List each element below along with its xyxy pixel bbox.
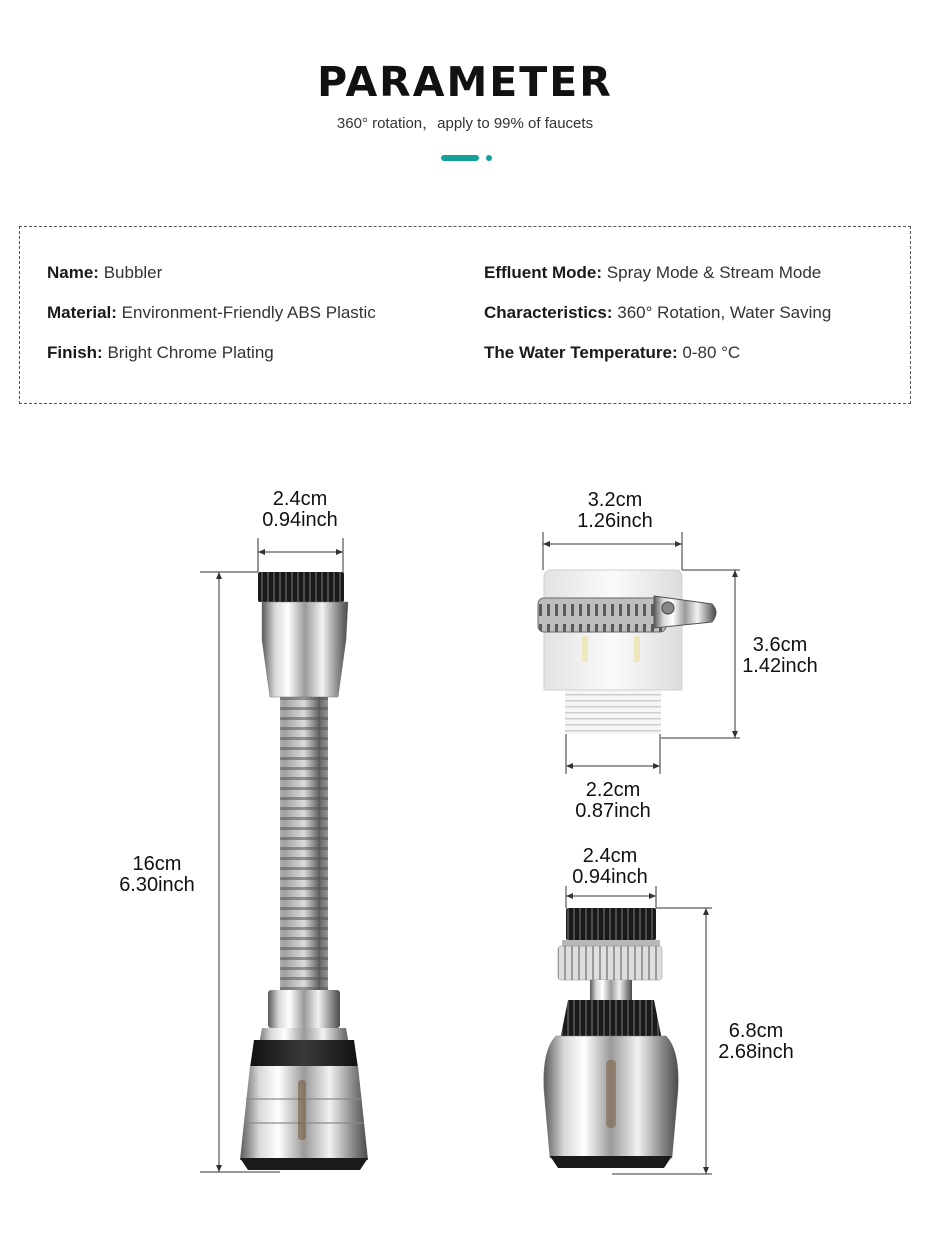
long-aerator-drawing [240,572,368,1170]
dimension-inch: 0.94inch [262,509,338,531]
dimension-inch: 2.68inch [718,1041,794,1063]
dimension-inch: 6.30inch [119,874,195,896]
short-aerator-height-label [696,1021,816,1063]
page-subtitle: 360° rotation，apply to 99% of faucets [336,115,594,132]
dimension-cm: 3.2cm [587,489,643,511]
dimension-cm: 2.4cm [272,488,328,510]
adapter-height-label [720,635,840,677]
spec-value: Bright Chrome Plating [102,343,274,362]
dimension-inch: 1.42inch [742,655,818,677]
spec-key: The Water Temperature: [484,343,678,362]
dimension-inch: 0.94inch [572,866,648,888]
adapter-thread-width-label [553,780,673,822]
long-aerator-width-label [240,489,360,531]
short-aerator-drawing [544,908,679,1168]
spec-key: Effluent Mode: [484,263,603,282]
short-aerator-width-label [550,846,670,888]
spec-key: Finish: [47,343,103,362]
spec-value: Environment-Friendly ABS Plastic [116,303,376,322]
spec-value: Bubbler [98,263,163,282]
long-aerator-height-label [97,854,217,896]
dimension-cm: 2.2cm [585,779,641,801]
spec-value: Spray Mode & Stream Mode [602,263,822,282]
dimension-cm: 6.8cm [728,1020,784,1042]
dimension-cm: 3.6cm [752,634,808,656]
adapter-width-label [555,490,675,532]
faucet-adapter-drawing [538,570,716,734]
dimension-cm: 2.4cm [582,845,638,867]
spec-key: Characteristics: [484,303,613,322]
dimension-cm: 16cm [132,853,182,875]
spec-key: Material: [47,303,117,322]
spec-key: Name: [47,263,99,282]
dimension-inch: 0.87inch [575,800,651,822]
dimension-inch: 1.26inch [577,510,653,532]
spec-value: 360° Rotation, Water Saving [612,303,832,322]
page-title: PARAMETER [317,58,613,106]
spec-value: 0-80 °C [677,343,741,362]
